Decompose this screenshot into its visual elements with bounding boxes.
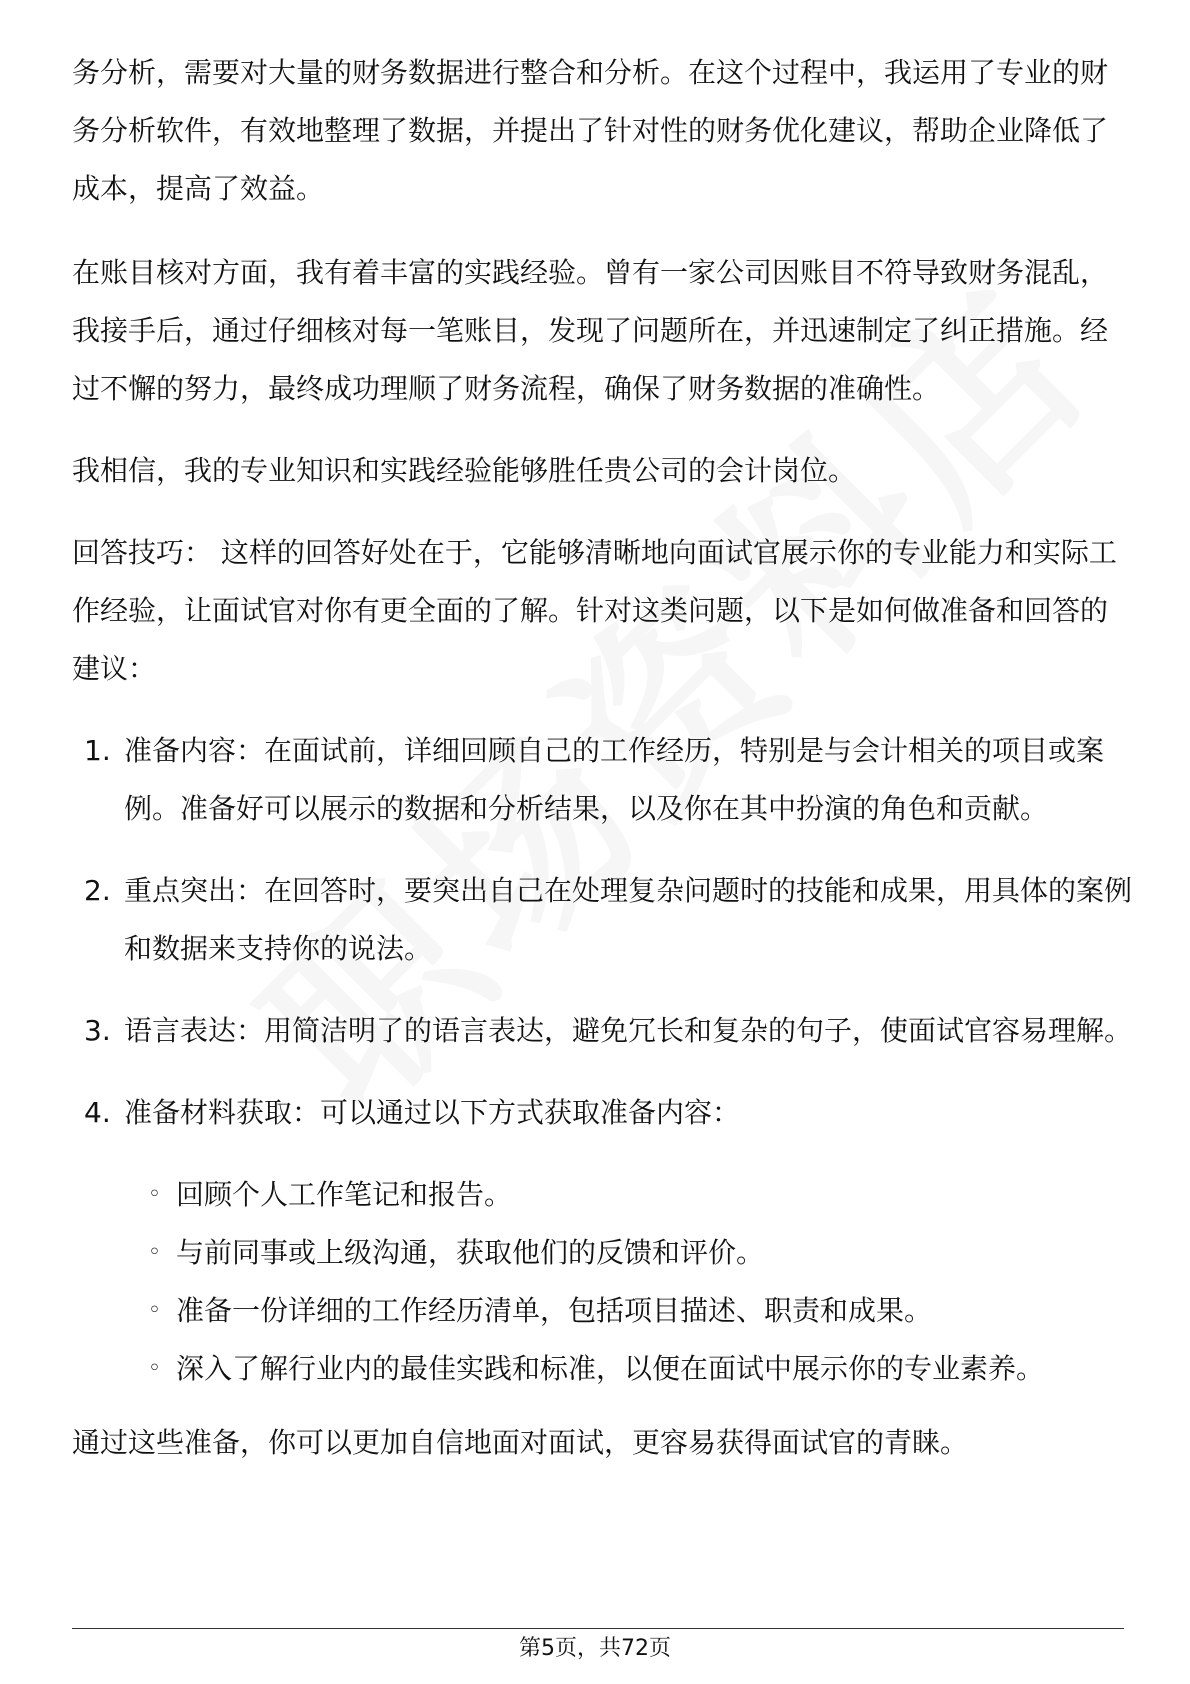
- paragraph-closing: 通过这些准备，你可以更加自信地面对面试，更容易获得面试官的青睐。: [72, 1426, 969, 1459]
- list-item-text: 准备内容：在面试前，详细回顾自己的工作经历，特别是与会计相关的项目或案例。准备好可以展示的数据和分析结果，以及你在其中扮演的角色和贡献。: [124, 734, 1105, 825]
- sub-list-item-text: 准备一份详细的工作经历清单，包括项目描述、职责和成果。: [176, 1294, 933, 1327]
- sub-list: [72, 1166, 1132, 1398]
- list-item: [72, 862, 1132, 978]
- list-item: [72, 722, 1132, 838]
- list-number: 3.: [84, 1014, 111, 1047]
- sub-list-item: [72, 1340, 1132, 1398]
- page-number: 第5页，共72页: [519, 1636, 671, 1661]
- paragraph-account-reconciliation: 在账目核对方面，我有着丰富的实践经验。曾有一家公司因账目不符导致财务混乱，我接手后，通过仔细核对每一笔账目，发现了问题所在，并迅速制定了纠正措施。经过不懈的努力，最终成功理顺了财务流程，确保了财务数据的准确性。: [72, 256, 1109, 405]
- paragraph-answer-tips: 回答技巧： 这样的回答好处在于，它能够清晰地向面试官展示你的专业能力和实际工作经验，让面试官对你有更全面的了解。针对这类问题，以下是如何做准备和回答的建议：: [72, 536, 1117, 685]
- bullet-icon: ◦: [148, 1240, 161, 1265]
- paragraph-financial-analysis: 务分析，需要对大量的财务数据进行整合和分析。在这个过程中，我运用了专业的财务分析软件，有效地整理了数据，并提出了针对性的财务优化建议，帮助企业降低了成本，提高了效益。: [72, 56, 1109, 205]
- bullet-icon: ◦: [148, 1182, 161, 1207]
- sub-list-item-text: 与前同事或上级沟通，获取他们的反馈和评价。: [176, 1236, 765, 1269]
- list-item-text: 语言表达：用简洁明了的语言表达，避免冗长和复杂的句子，使面试官容易理解。: [124, 1014, 1133, 1047]
- paragraph-confidence: 我相信，我的专业知识和实践经验能够胜任贵公司的会计岗位。: [72, 454, 857, 487]
- sub-list-item: [72, 1224, 1132, 1282]
- footer-divider: [72, 1628, 1124, 1629]
- list-number: 1.: [84, 734, 111, 767]
- list-item: [72, 1084, 1132, 1142]
- list-item: [72, 1002, 1132, 1060]
- bullet-icon: ◦: [148, 1356, 161, 1381]
- sub-list-item-text: 回顾个人工作笔记和报告。: [176, 1178, 513, 1211]
- sub-list-item: [72, 1282, 1132, 1340]
- tips-list: [72, 722, 1132, 1142]
- list-item-text: 重点突出：在回答时，要突出自己在处理复杂问题时的技能和成果，用具体的案例和数据来支持你的说法。: [124, 874, 1133, 965]
- list-number: 4.: [84, 1096, 111, 1129]
- page-content: [72, 44, 1132, 1496]
- bullet-icon: ◦: [148, 1298, 161, 1323]
- list-number: 2.: [84, 874, 111, 907]
- sub-list-item: [72, 1166, 1132, 1224]
- list-item-text: 准备材料获取：可以通过以下方式获取准备内容：: [124, 1096, 741, 1129]
- sub-list-item-text: 深入了解行业内的最佳实践和标准，以便在面试中展示你的专业素养。: [176, 1352, 1045, 1385]
